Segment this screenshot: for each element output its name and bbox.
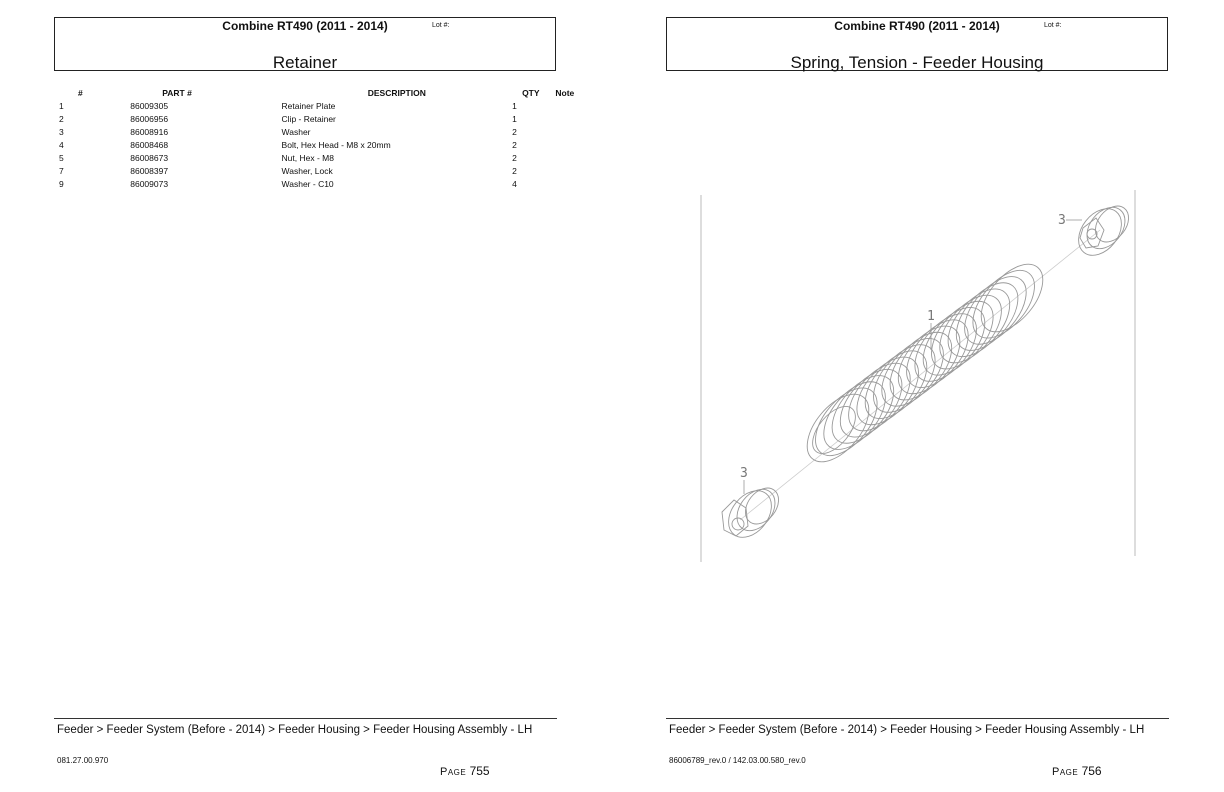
- cell-qty: 2: [512, 126, 517, 137]
- document-code: 86006789_rev.0 / 142.03.00.580_rev.0: [669, 756, 806, 765]
- col-header-qty: QTY: [522, 88, 540, 98]
- page-number: [1052, 764, 1102, 778]
- table-row: [54, 164, 612, 177]
- table-row: [54, 112, 612, 125]
- spring-coil: [878, 321, 963, 411]
- spring-coil: [837, 352, 922, 442]
- page-label: Page: [1052, 766, 1079, 778]
- cell-description: Washer: [281, 126, 311, 137]
- cell-note: [547, 125, 612, 138]
- breadcrumb: Feeder > Feeder System (Before - 2014) > Feeder Housing > Feeder Housing Assembly - LH: [669, 724, 1145, 736]
- spring-coil: [936, 278, 1021, 368]
- cell-description: Washer, Lock: [281, 165, 333, 176]
- lot-label: Lot #:: [432, 22, 450, 29]
- col-header-description: DESCRIPTION: [367, 88, 426, 98]
- model-title: Combine RT490 (2011 - 2014): [222, 19, 388, 33]
- cell-part-number: 86006956: [130, 113, 169, 124]
- cell-index: 3: [59, 126, 64, 137]
- cell-part-number: 86009305: [130, 100, 169, 111]
- spring-coil: [903, 303, 988, 393]
- cell-part-number: 86008916: [130, 126, 169, 137]
- model-title: Combine RT490 (2011 - 2014): [834, 19, 1000, 33]
- cell-qty: 1: [512, 100, 517, 111]
- cell-description: Bolt, Hex Head - M8 x 20mm: [281, 139, 391, 150]
- assembly-axis-line: [740, 230, 1100, 520]
- cell-note: [547, 164, 612, 177]
- table-row: [54, 125, 612, 138]
- spring-inner-coil: [805, 399, 864, 461]
- parts-table: [54, 87, 612, 190]
- spring-coil: [853, 340, 938, 430]
- spring-coil: [945, 272, 1030, 362]
- cell-index: 9: [59, 178, 64, 189]
- spring-coil: [795, 383, 880, 473]
- spring-coil: [820, 365, 905, 455]
- page-number-value: 755: [469, 764, 490, 778]
- cell-note: [547, 99, 612, 112]
- spring-coil: [829, 358, 914, 448]
- cell-qty: 4: [512, 178, 517, 189]
- cell-part-number: 86009073: [130, 178, 169, 189]
- spring-end-fitting-bottom: [720, 482, 786, 546]
- spring-diagram: [700, 190, 1138, 565]
- spring-coil: [812, 371, 897, 461]
- spring-coil: [870, 328, 955, 418]
- cell-note: [547, 112, 612, 125]
- section-title: Spring, Tension - Feeder Housing: [790, 53, 1044, 72]
- col-header-index: #: [78, 88, 83, 98]
- footer-divider: [54, 718, 557, 719]
- spring-coil: [845, 346, 930, 436]
- page-label: Page: [440, 766, 467, 778]
- cell-part-number: 86008397: [130, 165, 169, 176]
- spring-coil: [928, 284, 1013, 374]
- tension-spring: [795, 253, 1054, 473]
- spring-coil: [969, 253, 1054, 343]
- spring-coil: [804, 377, 889, 467]
- table-row: [54, 99, 612, 112]
- cell-part-number: 86008468: [130, 139, 169, 150]
- cell-note: [547, 151, 612, 164]
- cell-note: [547, 138, 612, 151]
- cell-index: 7: [59, 165, 64, 176]
- cell-qty: 1: [512, 113, 517, 124]
- page-number-value: 756: [1081, 764, 1102, 778]
- lot-label: Lot #:: [1044, 22, 1062, 29]
- cell-qty: 2: [512, 139, 517, 150]
- cell-description: Clip - Retainer: [281, 113, 336, 124]
- page-header: [666, 17, 1168, 71]
- spring-coil: [961, 259, 1046, 349]
- section-title: Retainer: [272, 53, 338, 72]
- breadcrumb: Feeder > Feeder System (Before - 2014) > Feeder Housing > Feeder Housing Assembly - LH: [57, 724, 533, 736]
- document-code: 081.27.00.970: [57, 756, 109, 765]
- cell-index: 5: [59, 152, 64, 163]
- table-row: [54, 177, 612, 190]
- callout-end-top: 3: [1058, 213, 1066, 228]
- spring-coil: [862, 334, 947, 424]
- cell-description: Nut, Hex - M8: [281, 152, 334, 163]
- cell-index: 2: [59, 113, 64, 124]
- cell-index: 4: [59, 139, 64, 150]
- callout-end-bottom: 3: [740, 466, 748, 481]
- cell-qty: 2: [512, 165, 517, 176]
- spring-coil: [911, 297, 996, 387]
- table-row: [54, 138, 612, 151]
- col-header-part: PART #: [162, 88, 192, 98]
- page-header: [54, 17, 556, 71]
- col-header-note: Note: [555, 88, 575, 98]
- cell-description: Washer - C10: [281, 178, 334, 189]
- table-row: [54, 151, 612, 164]
- right-page: [612, 0, 1224, 792]
- footer-divider: [666, 718, 1169, 719]
- spring-coil: [953, 266, 1038, 356]
- cell-qty: 2: [512, 152, 517, 163]
- cell-description: Retainer Plate: [281, 100, 336, 111]
- page-number: [440, 764, 490, 778]
- cell-index: 1: [59, 100, 64, 111]
- cell-part-number: 86008673: [130, 152, 169, 163]
- spring-end-fitting-top: [1070, 200, 1136, 264]
- callout-spring: 1: [927, 309, 935, 324]
- parts-table-header: [54, 87, 612, 99]
- spring-coil: [920, 290, 1005, 380]
- cell-note: [547, 177, 612, 190]
